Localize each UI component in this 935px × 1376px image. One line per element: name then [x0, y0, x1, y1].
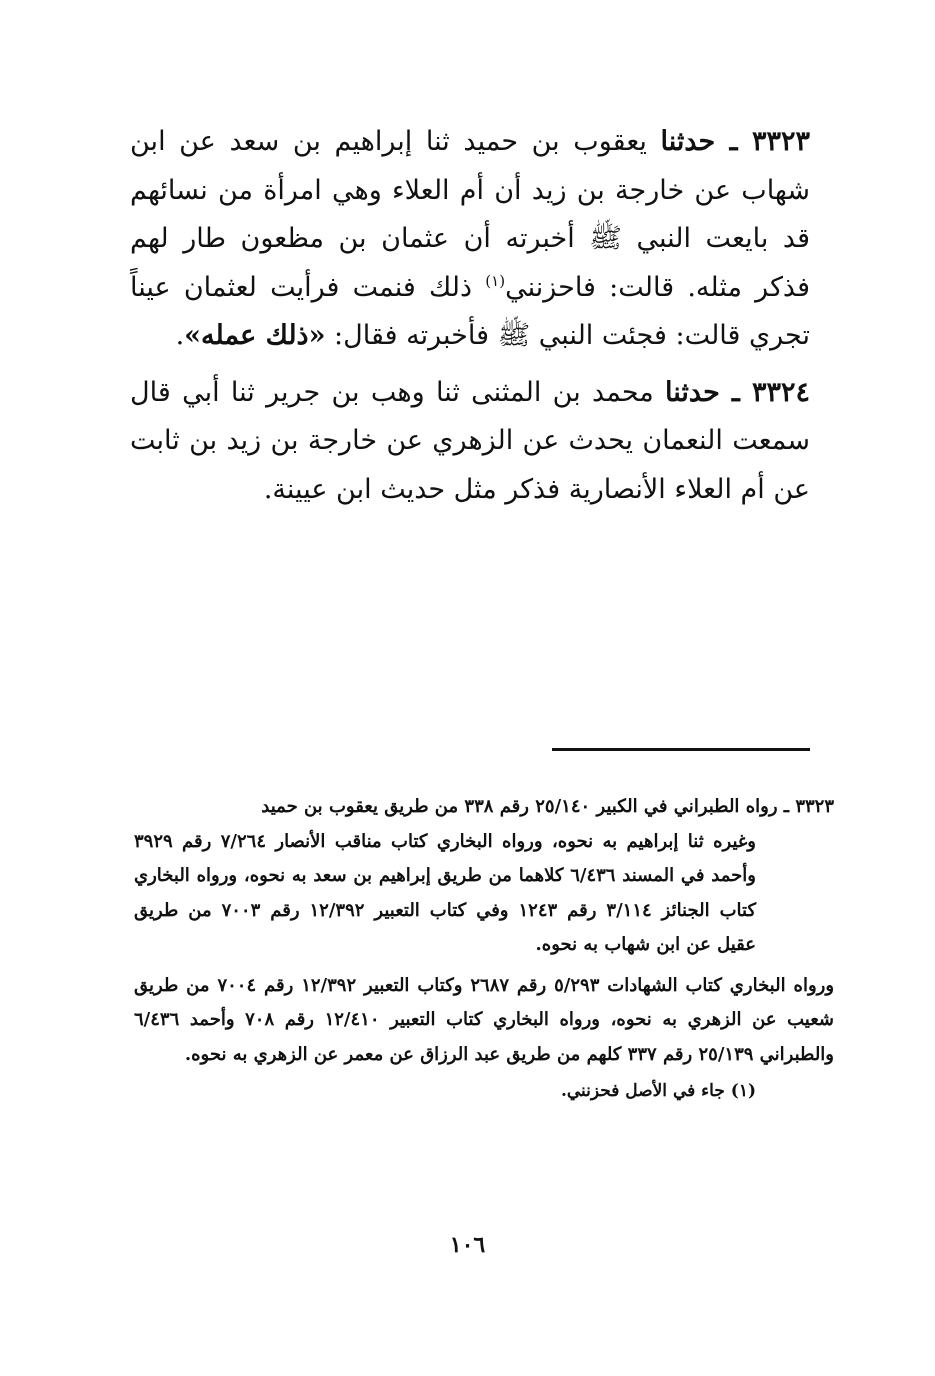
main-text — [130, 118, 810, 514]
hadith-text-continued: ذلك فنمت فرأيت لعثمان عيناً تجري قالت: فجئت النبي ﷺ فأخبرته فقال: — [130, 271, 810, 351]
hadith-3323 — [130, 118, 810, 361]
footnote-3323-second: ورواه البخاري كتاب الشهادات ٥/٢٩٣ رقم ٢٦٨٧ وكتاب التعبير ١٢/٣٩٢ رقم ٧٠٠٤ من طريق شعيب عن الزهري به نحوه، ورواه البخاري كتاب التعبير ١٢/٤١٠ رقم ٧٠٨ وأحمد ٦/٤٣٦ والطبراني ٢٥/١٣٩ رقم ٣٣٧ كلهم من طريق عبد الرزاق عن معمر عن الزهري به نحوه. — [134, 974, 835, 1065]
footnote-3323-body: وغيره ثنا إبراهيم به نحوه، ورواه البخاري كتاب مناقب الأنصار ٧/٢٦٤ رقم ٣٩٢٩ وأحمد في المسند ٦/٤٣٦ كلاهما من طريق إبراهيم بن سعد به نحوه، ورواه البخاري كتاب الجنائز ٣/١١٤ رقم ١٢٤٣ وفي كتاب التعبير ١٢/٣٩٢ رقم ٧٠٠٣ من طريق عقيل عن ابن شهاب به نحوه. — [134, 830, 757, 955]
footnotes — [134, 790, 834, 1109]
hadith-end: . — [175, 320, 185, 351]
page-number: ١٠٦ — [449, 1232, 486, 1258]
hadith-text: يعقوب بن حميد ثنا إبراهيم بن سعد عن ابن شهاب عن خارجة بن زيد أن أم العلاء وهي امرأة من نسائهم قد بايعت النبي ﷺ أخبرته أن عثمان بن مظعون طار لهم فذكر مثله. قالت: فاحزنني — [130, 126, 810, 303]
hadith-quote: «ذلك عمله» — [184, 320, 326, 351]
footnote-3323-first-line: ٣٣٢٣ ـ رواه الطبراني في الكبير ٢٥/١٤٠ رقم ٣٣٨ من طريق يعقوب بن حميد — [261, 796, 834, 817]
hadith-number: ٣٣٢٣ ـ حدثنا — [660, 126, 810, 157]
footnote-1: (١) جاء في الأصل فحزنني. — [560, 1081, 756, 1101]
hadith-3324 — [130, 369, 810, 515]
hadith-number: ٣٣٢٤ ـ حدثنا — [665, 376, 810, 408]
footnote-divider — [552, 748, 810, 751]
hadith-text: محمد بن المثنى ثنا وهب بن جرير ثنا أبي قال سمعت النعمان يحدث عن الزهري عن خارجة بن زيد بن ثابت عن أم العلاء الأنصارية فذكر مثل حديث ابن عيينة. — [130, 376, 810, 505]
footnote-marker: (١) — [485, 271, 506, 290]
